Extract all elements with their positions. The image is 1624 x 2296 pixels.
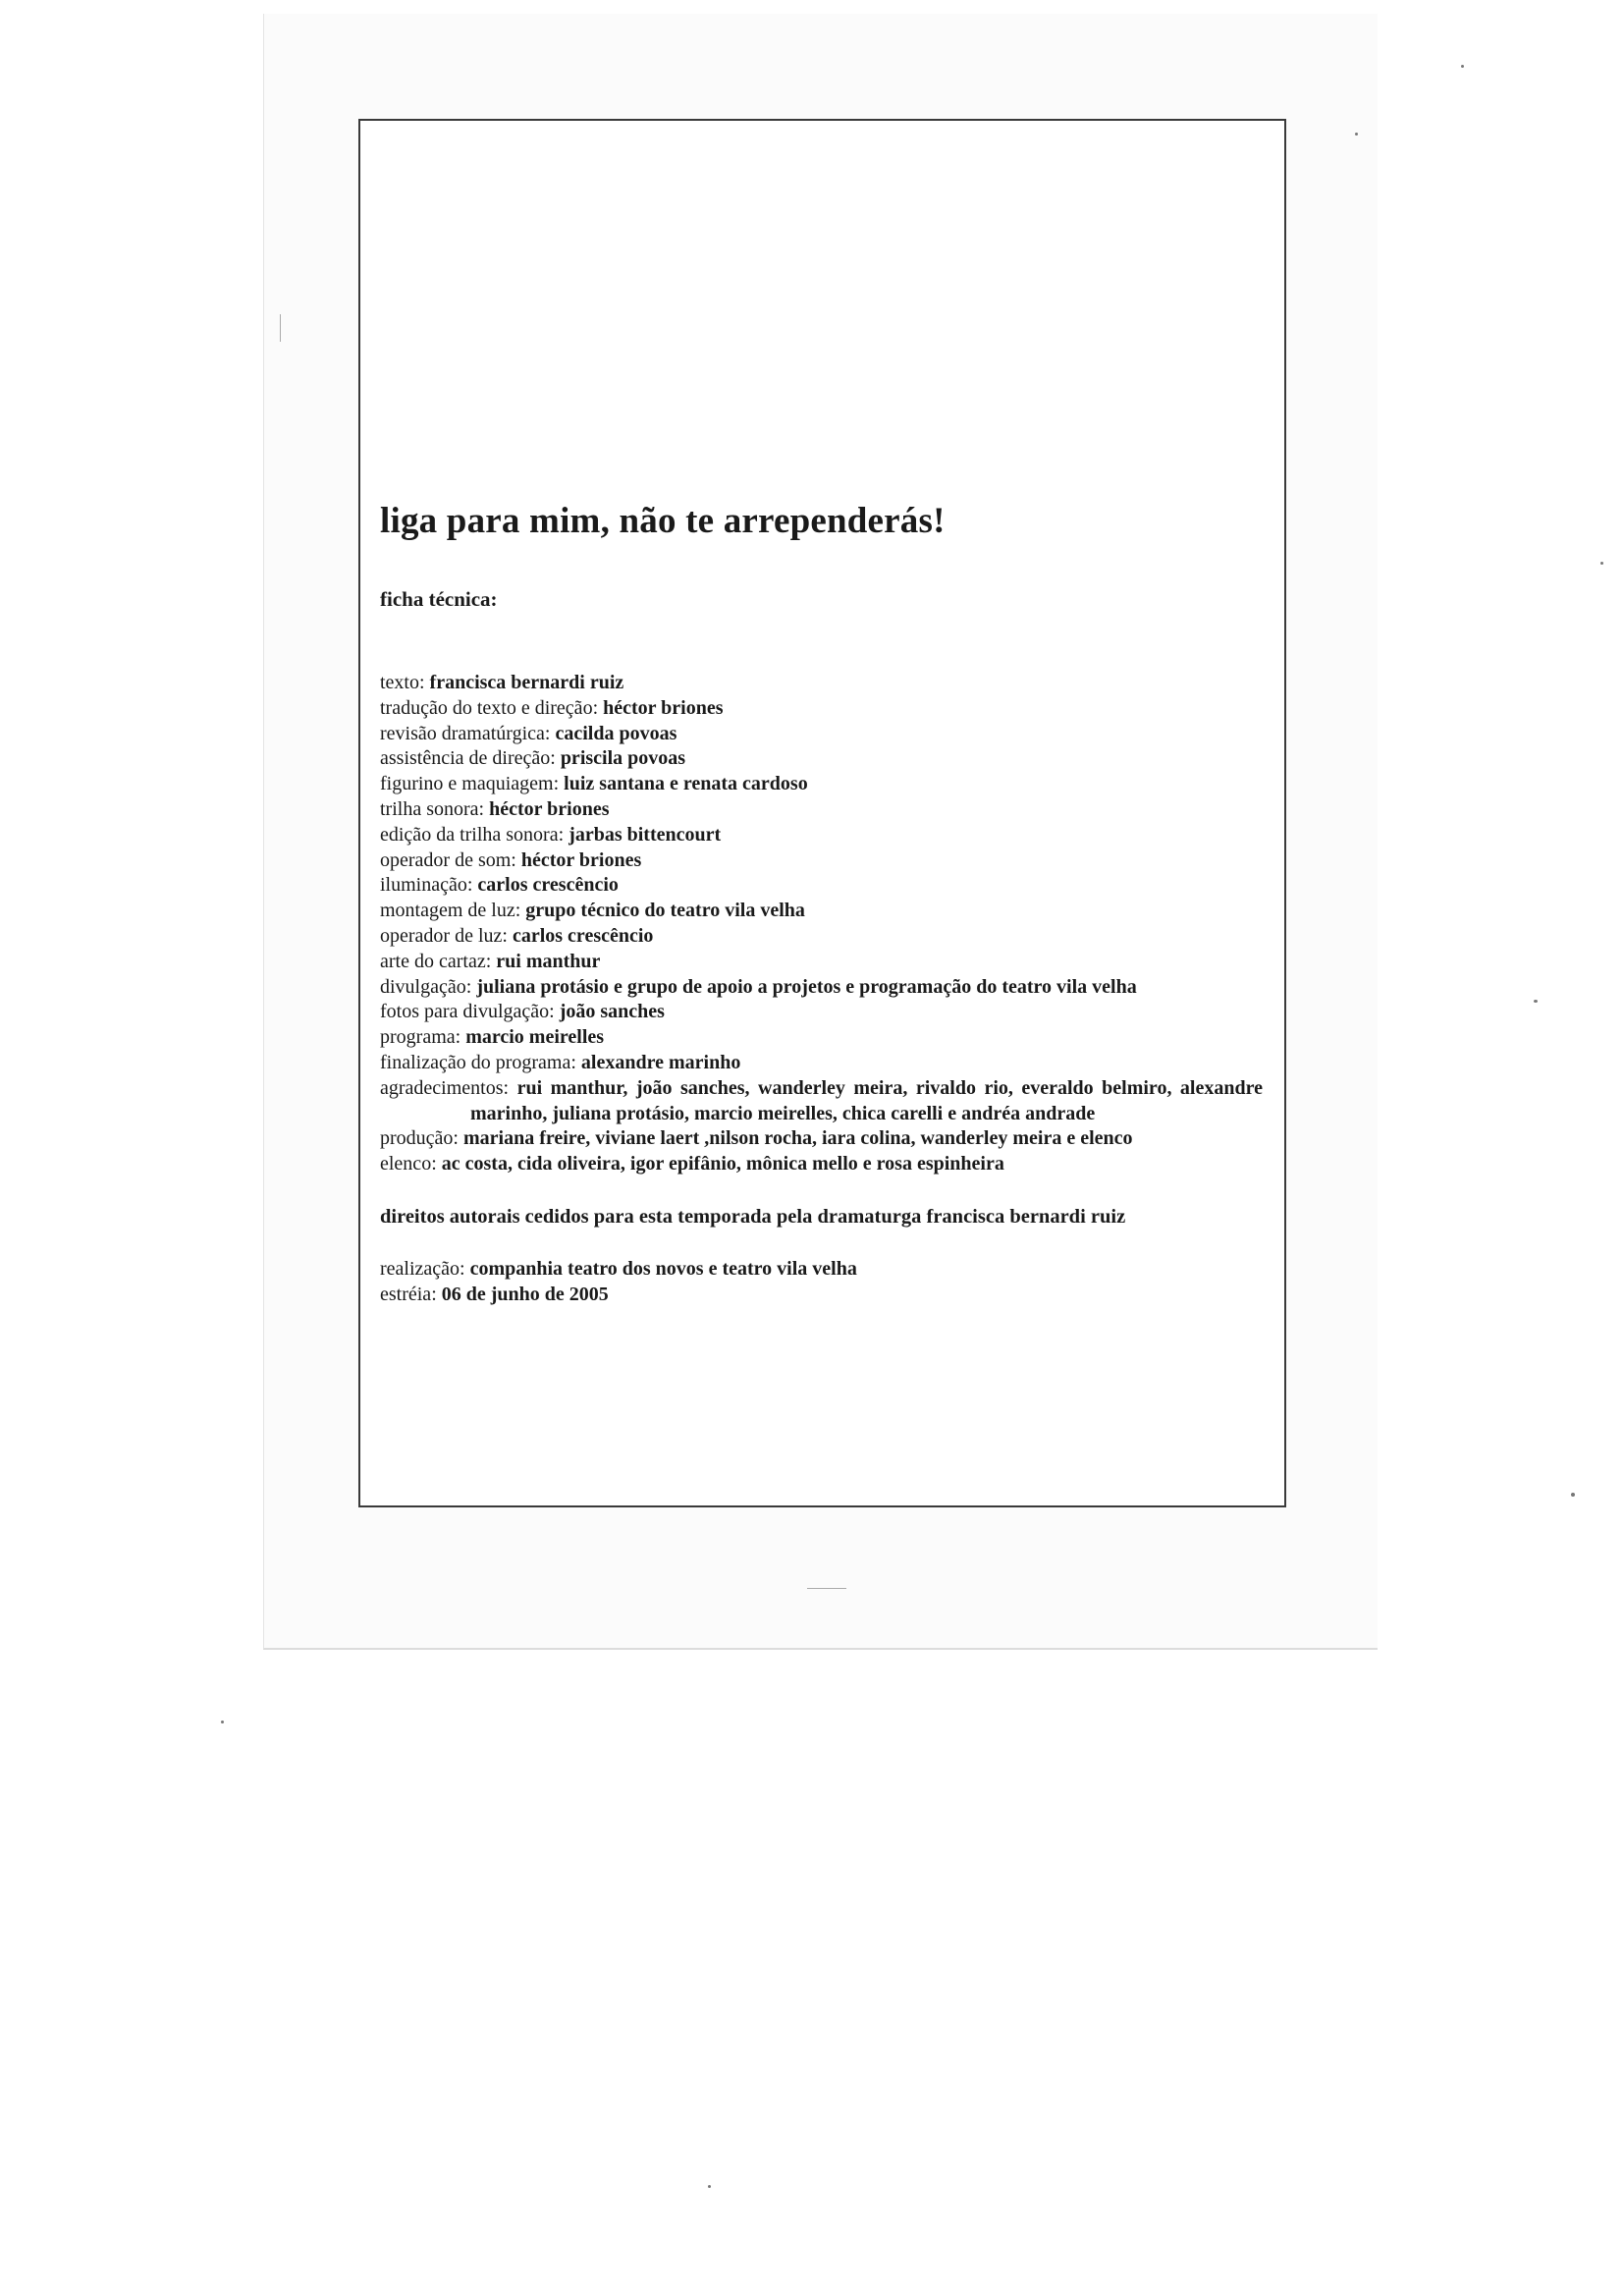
credit-line — [380, 1152, 1263, 1177]
credit-value: juliana protásio e grupo de apoio a projetos e programação do teatro vila velha — [476, 975, 1137, 998]
credit-label: iluminação: — [380, 874, 473, 897]
realizacao-line — [380, 1257, 1263, 1283]
realizacao-label: realização: — [380, 1257, 465, 1280]
production-info — [380, 1257, 1263, 1308]
program-content — [380, 500, 1263, 1308]
credit-value: carlos crescêncio — [477, 874, 619, 897]
credit-value: carlos crescêncio — [512, 924, 654, 947]
scan-speck — [221, 1721, 224, 1723]
credit-line — [380, 1025, 1263, 1051]
credit-line — [380, 722, 1263, 747]
credit-label: trilha sonora: — [380, 797, 485, 820]
credit-value: joão sanches — [559, 1001, 665, 1023]
credit-label: edição da trilha sonora: — [380, 823, 565, 846]
credit-value: priscila povoas — [560, 747, 686, 770]
credit-value: luiz santana e renata cardoso — [564, 773, 808, 795]
rights-notice: direitos autorais cedidos para esta temporada pela dramaturga francisca bernardi ruiz — [380, 1205, 1126, 1228]
scan-speck — [708, 2185, 711, 2188]
credit-label: agradecimentos: — [380, 1076, 510, 1099]
realizacao-value: companhia teatro dos novos e teatro vila velha — [469, 1257, 857, 1280]
credit-label: revisão dramatúrgica: — [380, 722, 551, 744]
credit-label: produção: — [380, 1127, 459, 1150]
credits-heading: ficha técnica: — [380, 587, 498, 611]
program-title: liga para mim, não te arrependerás! — [380, 501, 946, 541]
credit-line — [380, 1126, 1263, 1152]
scan-speck — [1534, 1000, 1538, 1003]
credit-line — [380, 1051, 1263, 1076]
credit-label: tradução do texto e direção: — [380, 696, 599, 719]
credit-line — [380, 746, 1263, 772]
credit-value: francisca bernardi ruiz — [429, 672, 624, 693]
scan-speck — [1355, 133, 1358, 136]
credit-label: programa: — [380, 1026, 461, 1049]
credit-value: héctor briones — [489, 797, 610, 820]
credit-value: rui manthur, joão sanches, wanderley meira, rivaldo rio, everaldo belmiro, alexandre marinho, juliana protásio, marcio meirelles, chica carelli e andréa andrade — [470, 1076, 1264, 1124]
credit-line — [380, 1000, 1263, 1025]
credit-value: héctor briones — [520, 848, 642, 871]
credit-label: finalização do programa: — [380, 1051, 576, 1073]
credit-value: rui manthur — [496, 950, 601, 972]
credit-label: divulgação: — [380, 975, 472, 998]
credit-line — [380, 823, 1263, 848]
credit-label: elenco: — [380, 1153, 437, 1175]
program-frame — [358, 119, 1286, 1507]
scan-speck — [1571, 1493, 1575, 1497]
estreia-label: estréia: — [380, 1283, 437, 1305]
credit-value: ac costa, cida oliveira, igor epifânio, mônica mello e rosa espinheira — [441, 1153, 1004, 1175]
credit-value: jarbas bittencourt — [568, 823, 722, 846]
credit-line — [380, 772, 1263, 797]
credit-value: cacilda povoas — [555, 722, 677, 744]
credits-list — [380, 671, 1263, 1177]
scan-speck — [1600, 562, 1603, 565]
credit-label: montagem de luz: — [380, 900, 521, 922]
credit-value: marcio meirelles — [465, 1026, 605, 1049]
credit-label: assistência de direção: — [380, 747, 556, 770]
credit-label: texto: — [380, 672, 425, 693]
credit-line — [380, 671, 1263, 696]
credit-value: grupo técnico do teatro vila velha — [525, 900, 805, 922]
credit-line — [380, 873, 1263, 899]
credit-line — [380, 696, 1263, 722]
estreia-value: 06 de junho de 2005 — [441, 1283, 609, 1305]
credit-label: arte do cartaz: — [380, 950, 492, 972]
credit-line — [380, 899, 1263, 924]
scan-speck — [1461, 65, 1464, 68]
credit-label: operador de som: — [380, 848, 516, 871]
credit-line — [380, 797, 1263, 823]
estreia-line — [380, 1283, 1263, 1308]
credit-label: figurino e maquiagem: — [380, 773, 560, 795]
credit-label: fotos para divulgação: — [380, 1001, 555, 1023]
credit-line — [380, 848, 1263, 874]
credit-line — [380, 950, 1263, 975]
credit-value: alexandre marinho — [580, 1051, 741, 1073]
credit-value: héctor briones — [603, 696, 724, 719]
credit-line — [380, 924, 1263, 950]
scan-mark — [807, 1588, 846, 1589]
credit-line — [380, 975, 1263, 1001]
credit-line — [380, 1076, 1263, 1127]
credit-value: mariana freire, viviane laert ,nilson rocha, iara colina, wanderley meira e elenco — [462, 1127, 1133, 1150]
scan-mark — [280, 314, 281, 342]
credit-label: operador de luz: — [380, 924, 508, 947]
